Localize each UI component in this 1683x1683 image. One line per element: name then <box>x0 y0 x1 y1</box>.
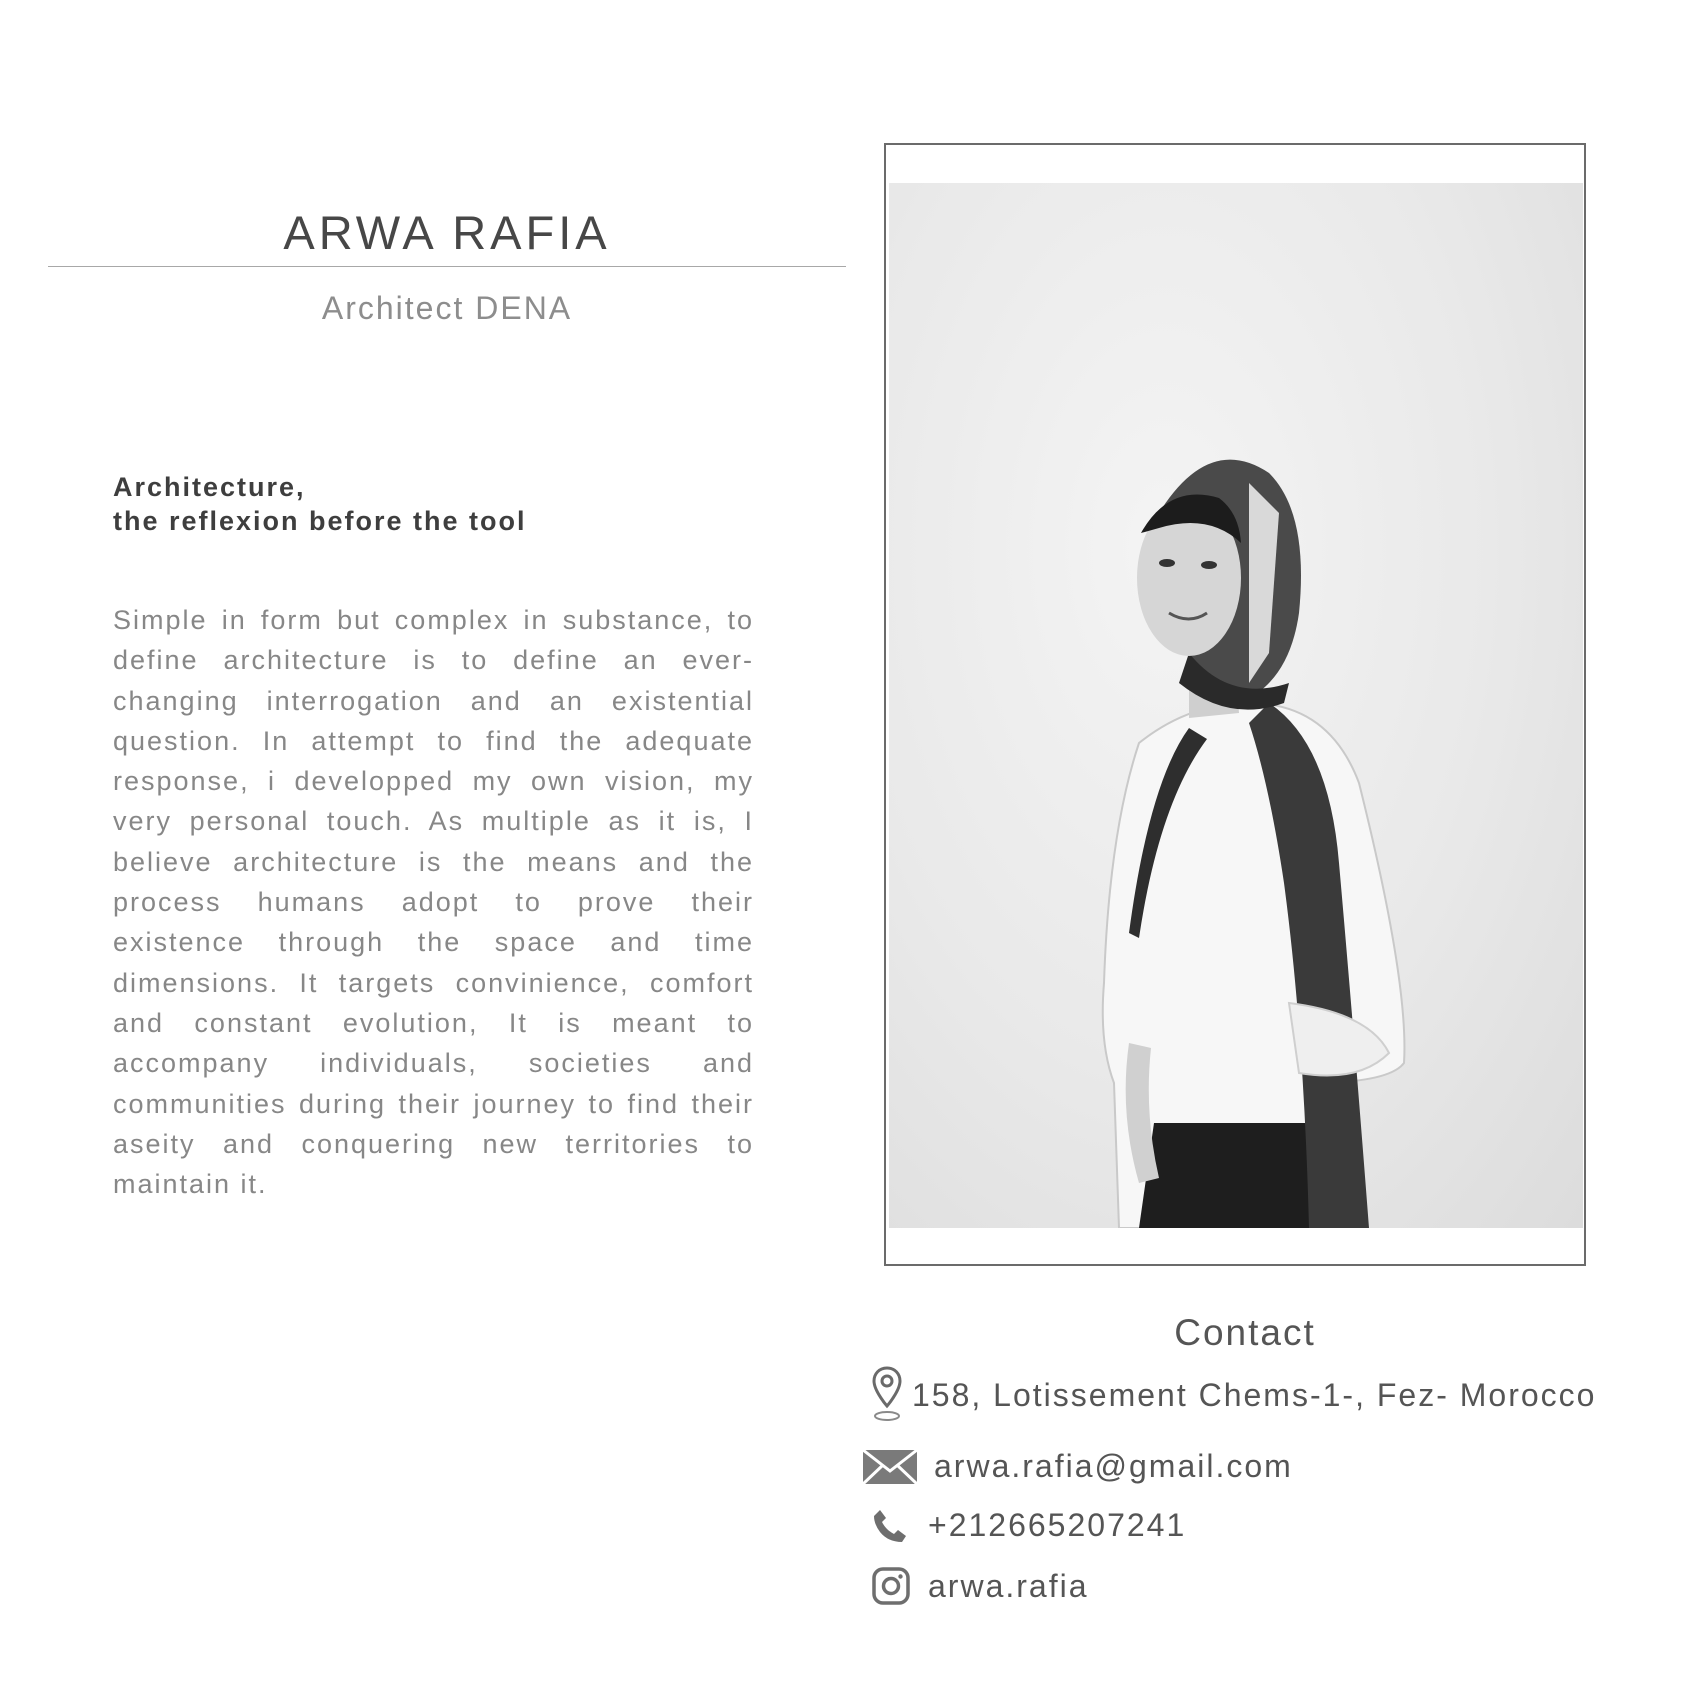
title-divider <box>48 266 846 267</box>
envelope-icon <box>862 1449 918 1485</box>
portrait-frame <box>884 143 1586 1266</box>
profile-role: Architect DENA <box>321 290 573 326</box>
email-link[interactable]: arwa.rafia@gmail.com <box>934 1448 1293 1484</box>
contact-phone[interactable] <box>872 1507 1186 1544</box>
portrait-photo <box>889 183 1583 1228</box>
address-text: 158, Lotissement Chems-1-, Fez- Morocco <box>912 1376 1597 1413</box>
tagline-line-2: the reflexion before the tool <box>113 506 527 536</box>
instagram-link[interactable]: arwa.rafia <box>928 1567 1089 1604</box>
portrait-illustration <box>889 183 1583 1228</box>
contact-instagram[interactable] <box>872 1567 1089 1605</box>
tagline <box>113 470 753 538</box>
contact-address <box>872 1366 1596 1424</box>
bio-paragraph: Simple in form but complex in substance, to define architecture is to define an ever-changing interrogation and an existential question. In attempt to find the adequate response, i developped my own vision, my very personal touch. As multiple as it is, I believe architecture is the means and the process humans adopt to prove their existence through the space and time dimensions. It targets convinience, comfort and constant evolution, It is meant to accompany individuals, societies and communities during their journey to find their aseity and conquering new territories to maintain it. <box>113 605 754 1200</box>
contact-email[interactable] <box>862 1448 1293 1485</box>
tagline-line-1: Architecture, <box>113 472 306 502</box>
contact-heading: Contact <box>1174 1312 1316 1353</box>
profile-name: ARWA RAFIA <box>283 206 611 259</box>
phone-icon <box>872 1508 908 1544</box>
location-pin-icon <box>872 1366 902 1424</box>
instagram-icon <box>872 1567 910 1605</box>
phone-link[interactable]: +212665207241 <box>928 1507 1187 1543</box>
